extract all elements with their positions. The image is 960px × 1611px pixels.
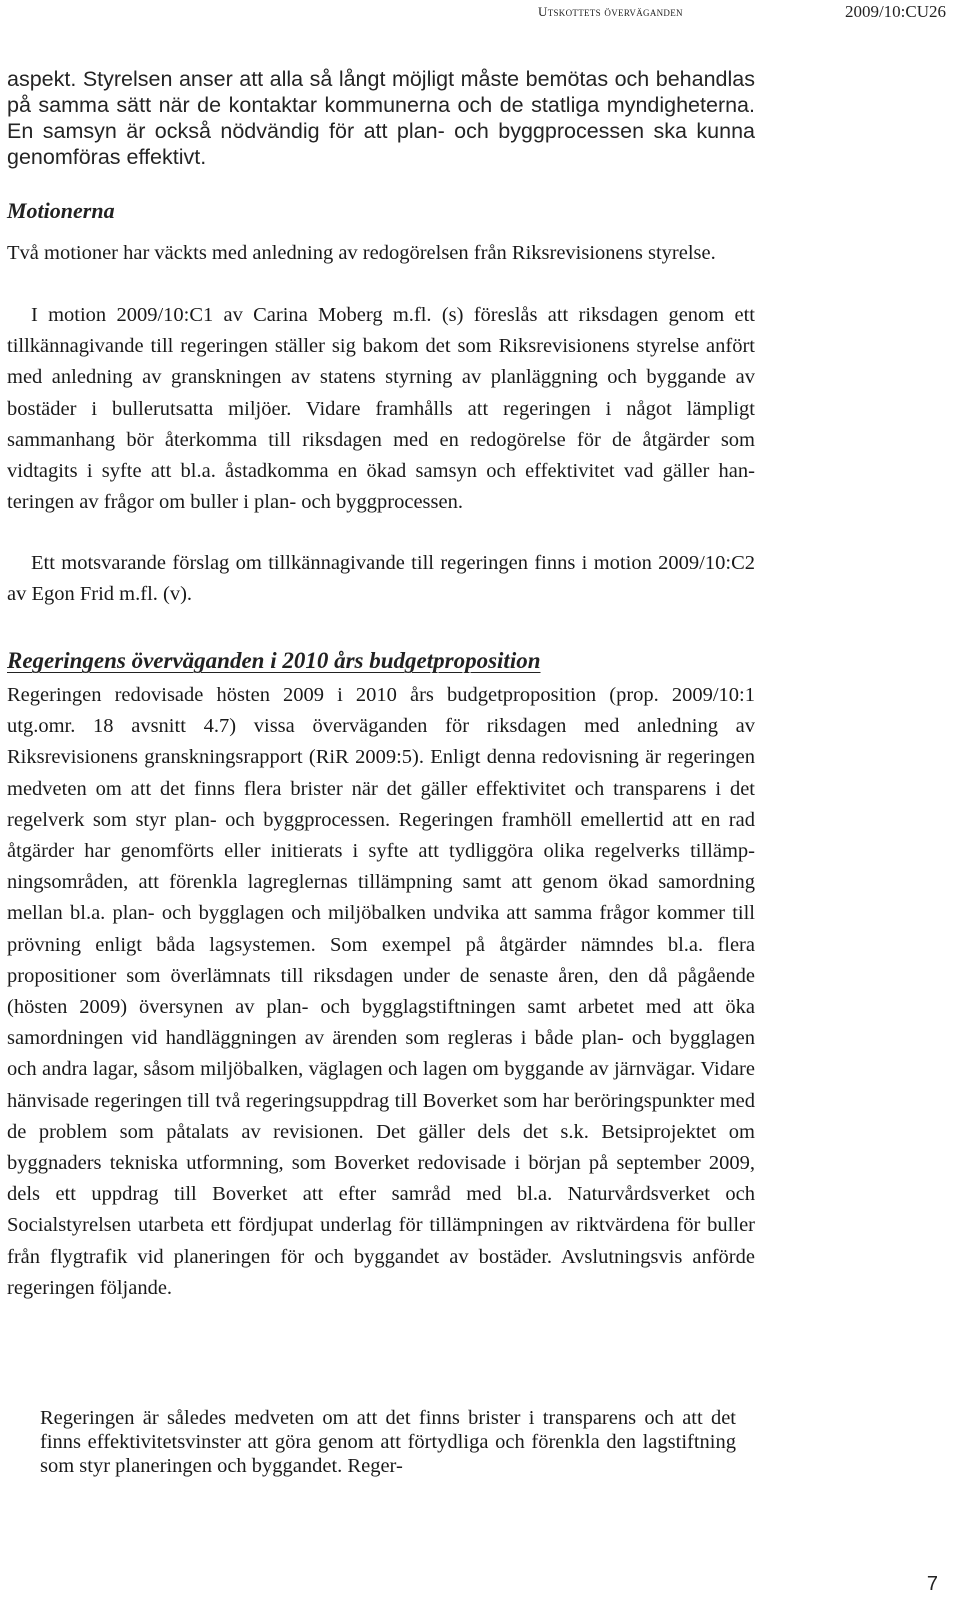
motions-intro-paragraph: Två motioner har väckts med anledning av redogörelsen från Riksrevisionens styrelse. <box>7 242 716 264</box>
page-number: 7 <box>926 1573 938 1595</box>
motion-c2-paragraph: Ett motsvarande förslag om tillkännagivande till regeringen finns i motion 2009/10:C2 av Egon Frid m.fl. (v). <box>7 552 755 606</box>
motion-c1-paragraph: I motion 2009/10:C1 av Carina Moberg m.fl. (s) föreslås att riksdagen genom ett tillkännagivande till regeringen ställer sig bakom det som Riksrevisionens styrelse anfört med anledning av granskningen av statens styrning av planläggning och byggande av bostäder i bullerutsatta miljöer. Vidare framhålls att regeringen i något lämpligt sammanhang bör återkomma till riksdagen med en redogörelse för de åtgärder som vidtagits i syfte att bl.a. åstadkomma en ökad samsyn och effektivitet vad gäller hanteringen av frågor om buller i plan- och byggprocessen. <box>7 304 755 514</box>
intro-paragraph: aspekt. Styrelsen anser att alla så långt möjligt måste bemötas och behandlas på samma sätt när de kontaktar kommunerna och de statliga myndigheterna. En samsyn är också nödvändig för att plan- och byggprocessen ska kunna genomföras effektivt. <box>7 67 755 169</box>
running-header-title: Utskottets överväganden <box>538 4 683 19</box>
government-paragraph: Regeringen redovisade hösten 2009 i 2010 års budgetproposition (prop. 2009/10:1 utg.omr. 18 avsnitt 4.7) vissa överväganden för riksdagen med anledning av Riksrevisionens granskningsrapport (RiR 2009:5). Enligt denna redovisning är regeringen medveten om att det finns flera brister när det gäller effektivitet och transparens i det regelverk som styr plan- och byggprocessen. Regeringen framhöll emellertid att en rad åtgärder har genomförts eller initierats i syfte att tydliggöra olika regelverks tillämpningsområden, att förenkla lagreglernas tillämpning samt att genom ökad samordning mellan bl.a. plan- och bygglagen och miljöbalken undvika att samma frågor kommer till prövning enligt båda lagsystemen. Som exempel på åtgärder nämndes bl.a. flera propositioner som överlämnats till riksdagen under de senaste åren, den då pågående (hösten 2009) översynen av plan- och bygglagstiftningen samt arbetet med att öka samordningen vid handläggningen av ärenden som regleras i både plan- och bygglagen och andra lagar, såsom miljöbalken, väglagen och lagen om byggande av järnvägar. Vidare hänvisade regeringen till två regeringsuppdrag till Boverket som har beröringspunkter med de problem som påtalats av revisionen. Det gäller dels det s.k. Betsiprojektet om byggnaders tekniska utformning, som Boverket redovisade i början på september 2009, dels ett uppdrag till Boverket att efter samråd med bl.a. Naturvårdsverket och Socialstyrelsen utarbeta ett fördjupat underlag för tillämpningen av riktvärdena för buller från flygtrafik vid planeringen för och byggandet av bostäder. Avslutningsvis anförde regeringen följande. <box>7 684 755 1299</box>
motions-heading: Motionerna <box>7 198 115 223</box>
quoted-passage: Regeringen är således medveten om att det finns brister i transparens och att det finns effektivitetsvinster att göra genom att förtydliga och förenkla den lagstiftning som styr planeringen och byggandet. Reger- <box>40 1407 736 1477</box>
government-section-heading: Regeringens överväganden i 2010 års budgetproposition <box>7 648 541 673</box>
document-number: 2009/10:CU26 <box>844 2 946 21</box>
